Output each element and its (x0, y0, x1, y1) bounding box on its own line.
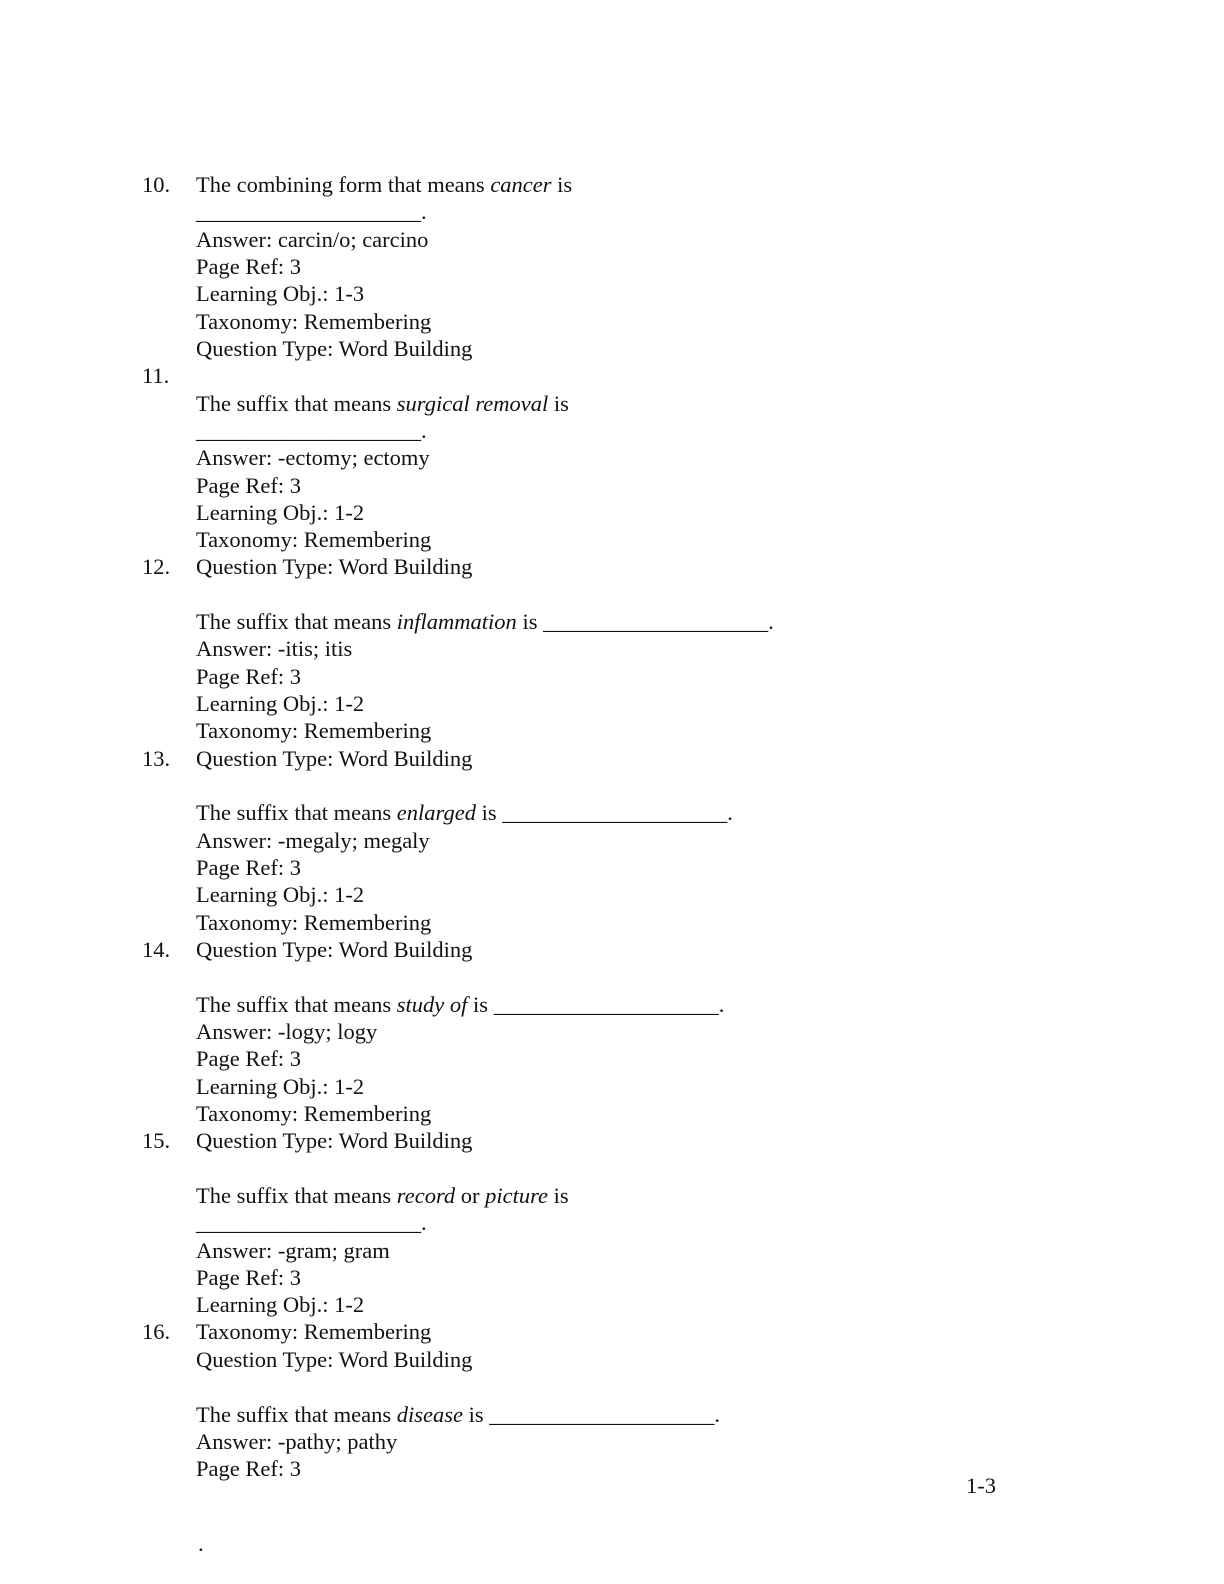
footer-dot: . (198, 1531, 204, 1556)
question-prompt: The combining form that means cancer is (196, 172, 573, 197)
answer-text: Answer: -itis; itis (196, 636, 353, 661)
taxonomy: Taxonomy: Remembering (196, 718, 432, 743)
taxonomy: Taxonomy: Remembering (196, 910, 432, 935)
question-prompt: The suffix that means inflammation is ____________________. (196, 609, 774, 634)
question-number: 10. (142, 172, 171, 197)
answer-text: Answer: -logy; logy (196, 1019, 378, 1044)
answer-text: Answer: -megaly; megaly (196, 828, 430, 853)
page-ref: Page Ref: 3 (196, 1456, 301, 1481)
question-type: Question Type: Word Building (196, 1128, 473, 1153)
page-ref: Page Ref: 3 (196, 664, 301, 689)
question-number: 16. (142, 1319, 171, 1344)
question-type: Question Type: Word Building (196, 1347, 473, 1372)
taxonomy: Taxonomy: Remembering (196, 1319, 432, 1344)
taxonomy: Taxonomy: Remembering (196, 527, 432, 552)
answer-text: Answer: carcin/o; carcino (196, 227, 429, 252)
learning-obj: Learning Obj.: 1-2 (196, 882, 365, 907)
question-type: Question Type: Word Building (196, 336, 473, 361)
taxonomy: Taxonomy: Remembering (196, 1101, 432, 1126)
question-number: 11. (142, 363, 170, 388)
taxonomy: Taxonomy: Remembering (196, 309, 432, 334)
question-number: 15. (142, 1128, 171, 1153)
page-ref: Page Ref: 3 (196, 855, 301, 880)
question-prompt: The suffix that means enlarged is ____________________. (196, 800, 733, 825)
question-number: 14. (142, 937, 171, 962)
answer-text: Answer: -pathy; pathy (196, 1429, 398, 1454)
question-prompt: The suffix that means disease is ____________________. (196, 1402, 720, 1427)
answer-text: Answer: -gram; gram (196, 1238, 390, 1263)
page-ref: Page Ref: 3 (196, 254, 301, 279)
answer-blank: ____________________. (196, 199, 427, 224)
question-number: 12. (142, 554, 171, 579)
question-number: 13. (142, 746, 171, 771)
question-type: Question Type: Word Building (196, 554, 473, 579)
answer-blank: ____________________. (196, 1210, 427, 1235)
learning-obj: Learning Obj.: 1-2 (196, 1292, 365, 1317)
learning-obj: Learning Obj.: 1-2 (196, 691, 365, 716)
page-number: 1-3 (966, 1473, 996, 1498)
learning-obj: Learning Obj.: 1-2 (196, 500, 365, 525)
page-ref: Page Ref: 3 (196, 1265, 301, 1290)
question-prompt: The suffix that means study of is ____________________. (196, 992, 725, 1017)
answer-text: Answer: -ectomy; ectomy (196, 445, 430, 470)
question-prompt: The suffix that means surgical removal is (196, 391, 569, 416)
learning-obj: Learning Obj.: 1-3 (196, 281, 365, 306)
page-ref: Page Ref: 3 (196, 473, 301, 498)
question-type: Question Type: Word Building (196, 746, 473, 771)
question-type: Question Type: Word Building (196, 937, 473, 962)
learning-obj: Learning Obj.: 1-2 (196, 1074, 365, 1099)
answer-blank: ____________________. (196, 418, 427, 443)
question-prompt: The suffix that means record or picture is (196, 1183, 569, 1208)
page-ref: Page Ref: 3 (196, 1046, 301, 1071)
